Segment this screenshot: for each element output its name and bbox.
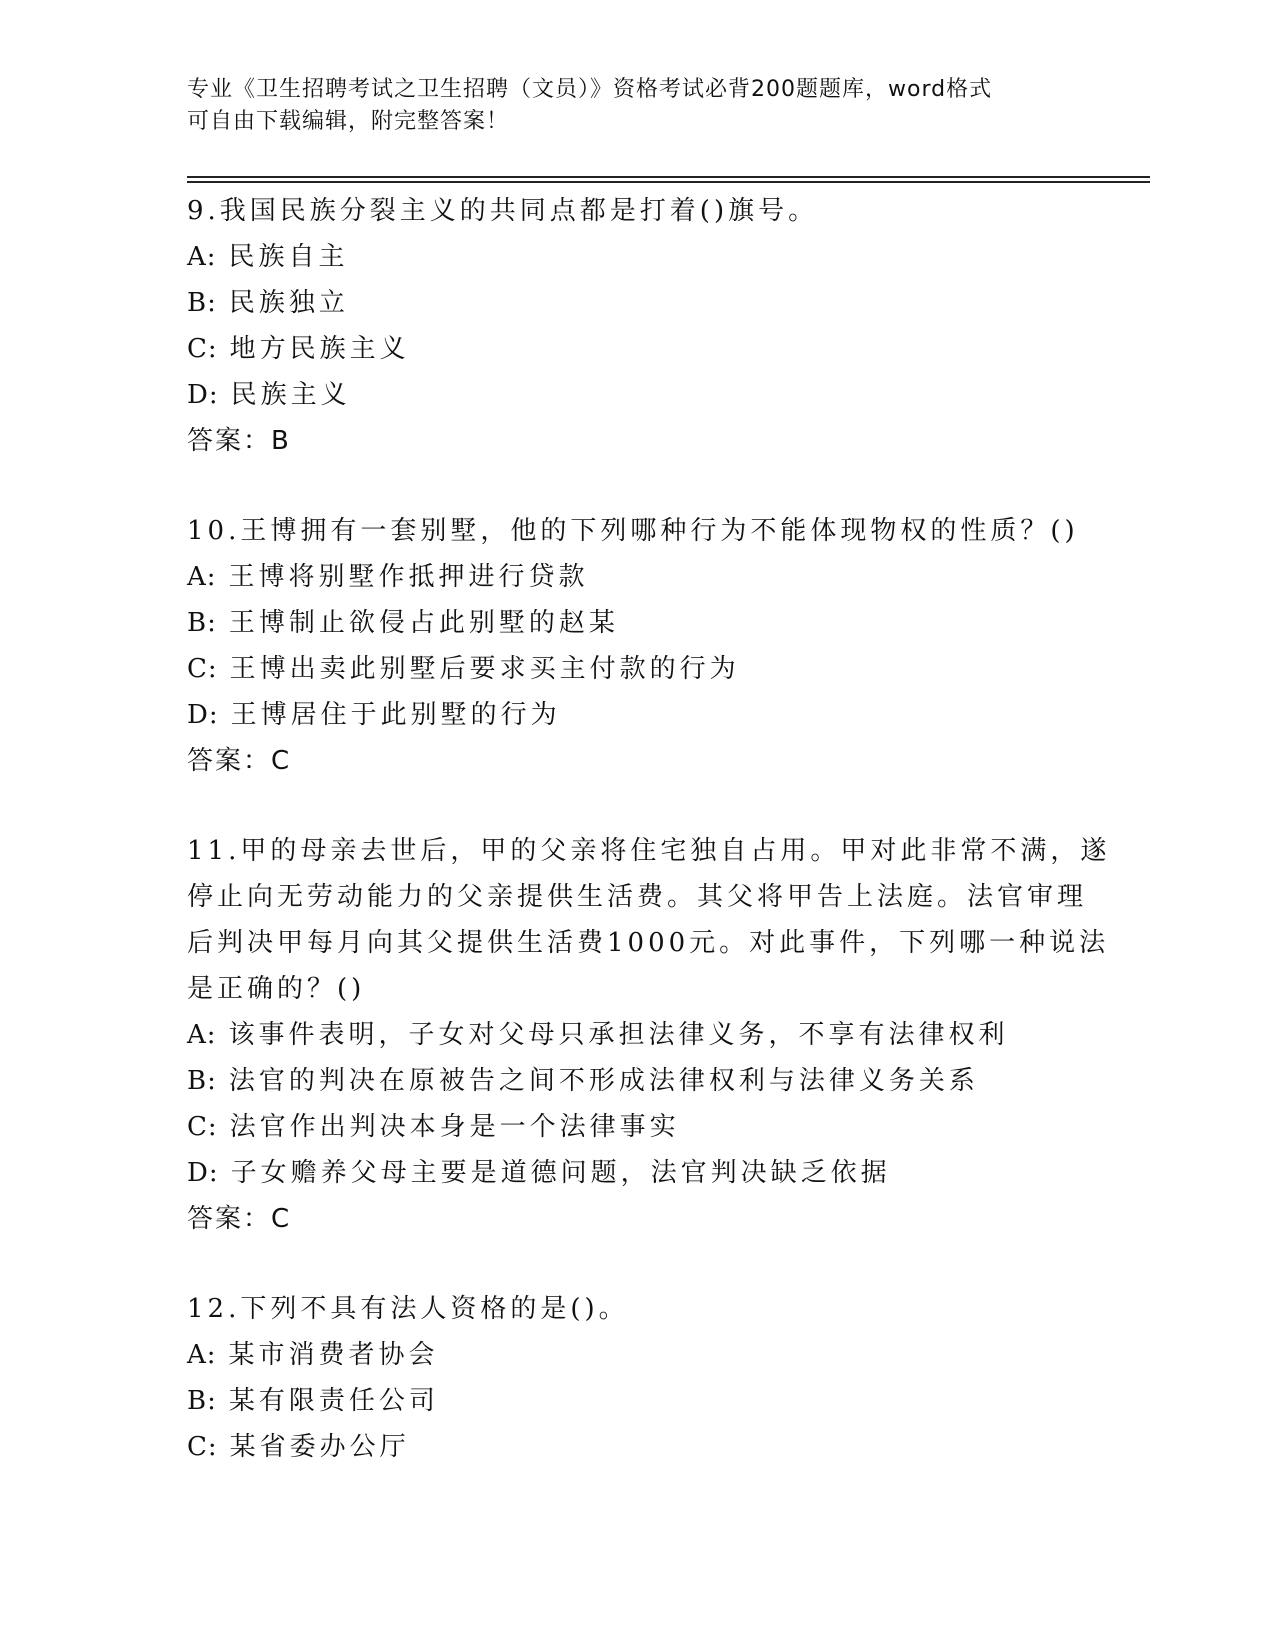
option-text: 法官的判决在原被告之间不形成法律权利与法律义务关系 <box>228 1066 979 1096</box>
option-c <box>187 326 1087 372</box>
option-label: B: <box>187 1066 217 1096</box>
option-d <box>187 692 1087 738</box>
option-text: 王博居住于此别墅的行为 <box>230 700 561 730</box>
option-d <box>187 1150 1087 1196</box>
option-label: D: <box>187 380 219 410</box>
option-a <box>187 554 1087 600</box>
option-b <box>187 600 1087 646</box>
question-12 <box>187 1286 1087 1470</box>
option-text: 王博制止欲侵占此别墅的赵某 <box>228 608 619 638</box>
option-b <box>187 1378 1087 1424</box>
option-text: 该事件表明，子女对父母只承担法律义务，不享有法律权利 <box>228 1020 1009 1050</box>
option-text: 法官作出判决本身是一个法律事实 <box>229 1112 680 1142</box>
question-stem-line: 是正确的？() <box>187 974 366 1004</box>
option-text: 地方民族主义 <box>229 334 410 364</box>
answer-line: 答案：C <box>187 746 292 776</box>
question-stem-line: 停止向无劳动能力的父亲提供生活费。其父将甲告上法庭。法官审理 <box>187 882 1088 912</box>
option-c <box>187 1104 1087 1150</box>
option-label: D: <box>187 700 219 730</box>
option-text: 民族主义 <box>230 380 351 410</box>
option-a <box>187 1012 1087 1058</box>
question-9 <box>187 188 1087 464</box>
option-label: C: <box>187 1112 218 1142</box>
question-list <box>187 188 1111 1470</box>
question-stem: 9.我国民族分裂主义的共同点都是打着()旗号。 <box>187 196 819 226</box>
answer-line: 答案：B <box>187 426 291 456</box>
option-text: 某市消费者协会 <box>228 1340 439 1370</box>
question-stem: 12.下列不具有法人资格的是()。 <box>187 1294 629 1324</box>
option-a <box>187 234 1087 280</box>
document-header <box>187 74 1087 138</box>
option-label: A: <box>187 1020 217 1050</box>
option-text: 王博将别墅作抵押进行贷款 <box>228 562 589 592</box>
option-text: 某省委办公厅 <box>229 1432 410 1462</box>
option-text: 民族独立 <box>228 288 349 318</box>
option-label: C: <box>187 1432 218 1462</box>
option-label: A: <box>187 1340 217 1370</box>
option-label: A: <box>187 562 217 592</box>
option-text: 民族自主 <box>228 242 349 272</box>
option-label: A: <box>187 242 217 272</box>
option-text: 子女赡养父母主要是道德问题，法官判决缺乏依据 <box>230 1158 891 1188</box>
option-d <box>187 372 1087 418</box>
option-text: 王博出卖此别墅后要求买主付款的行为 <box>229 654 740 684</box>
answer-line: 答案：C <box>187 1204 292 1234</box>
question-stem-line: 后判决甲每月向其父提供生活费1000元。对此事件，下列哪一种说法 <box>187 928 1110 958</box>
option-label: B: <box>187 1386 217 1416</box>
option-label: D: <box>187 1158 219 1188</box>
question-stem: 10.王博拥有一套别墅，他的下列哪种行为不能体现物权的性质？() <box>187 516 1079 546</box>
option-b <box>187 1058 1087 1104</box>
header-line-2: 可自由下载编辑，附完整答案！ <box>187 109 510 134</box>
option-label: B: <box>187 608 217 638</box>
question-11 <box>187 828 1111 1242</box>
option-label: B: <box>187 288 217 318</box>
question-10 <box>187 508 1087 784</box>
header-divider-bottom <box>187 181 1150 183</box>
option-c <box>187 1424 1087 1470</box>
option-b <box>187 280 1087 326</box>
option-label: C: <box>187 334 218 364</box>
option-a <box>187 1332 1087 1378</box>
option-label: C: <box>187 654 218 684</box>
option-text: 某有限责任公司 <box>228 1386 439 1416</box>
header-divider-top <box>187 176 1150 178</box>
question-stem-line: 11.甲的母亲去世后，甲的父亲将住宅独自占用。甲对此非常不满，遂 <box>187 836 1111 866</box>
header-line-1: 专业《卫生招聘考试之卫生招聘（文员）》资格考试必背200题题库，word格式 <box>187 77 993 102</box>
option-c <box>187 646 1087 692</box>
